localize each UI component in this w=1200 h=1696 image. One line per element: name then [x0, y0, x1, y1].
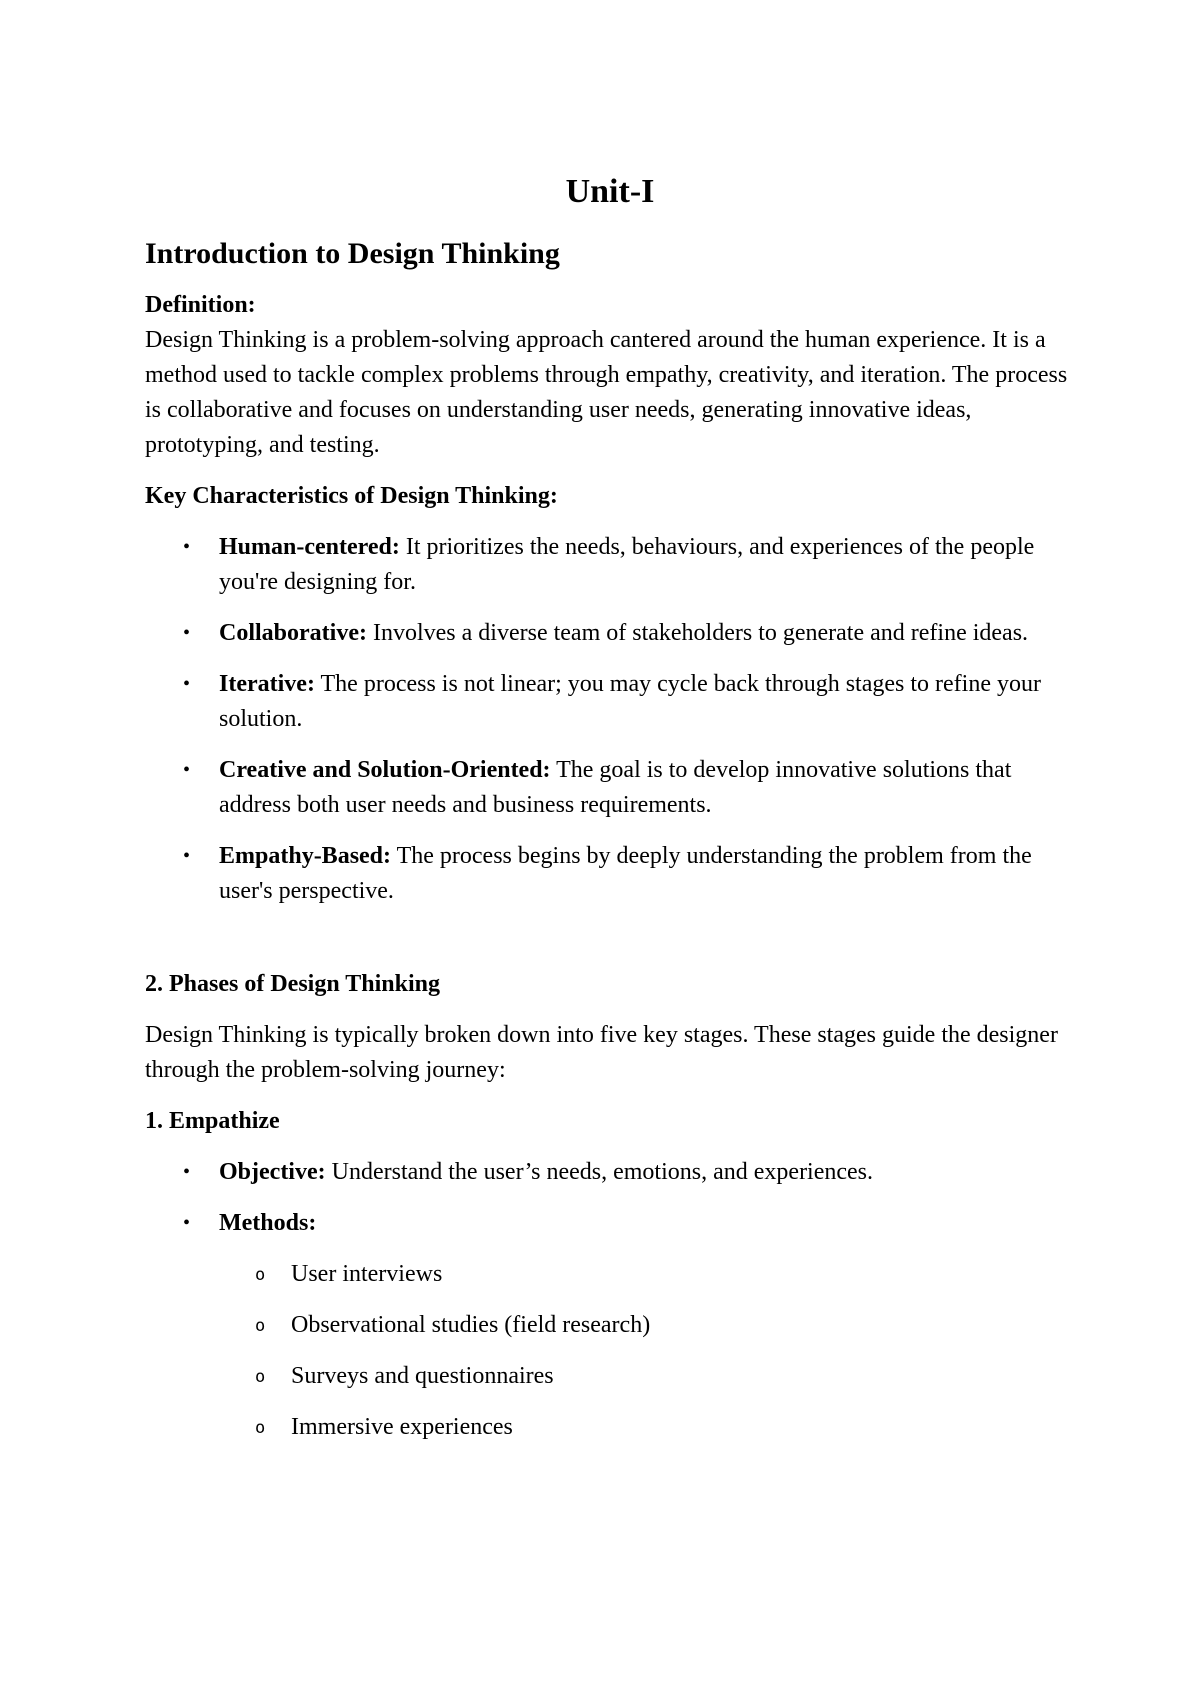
empathize-title: 1. Empathize	[145, 1108, 280, 1134]
definition-text: Design Thinking is a problem-solving approach cantered around the human experience. It is a method used to tackle complex problems through empathy, creativity, and iteration. The process is collaborative and focuses on understanding user needs, generating innovative ideas, prototyping, and testing.	[145, 327, 1068, 458]
characteristic-term: Creative and Solution-Oriented:	[219, 757, 551, 783]
bullet-icon: •	[183, 759, 191, 781]
method-text: Immersive experiences	[291, 1414, 513, 1440]
list-item	[145, 530, 1075, 600]
bullet-icon: •	[183, 1161, 191, 1183]
method-text: Surveys and questionnaires	[291, 1363, 554, 1389]
bullet-icon: •	[183, 1212, 191, 1234]
method-text: User interviews	[291, 1261, 443, 1287]
characteristic-text: The process begins by deeply understanding the problem from the user's perspective.	[219, 843, 1032, 904]
characteristics-list	[145, 530, 1075, 909]
key-characteristics-title: Key Characteristics of Design Thinking:	[145, 483, 558, 509]
definition-label: Definition:	[145, 292, 256, 318]
characteristic-text: Involves a diverse team of stakeholders to generate and refine ideas.	[366, 620, 1029, 646]
methods-list	[219, 1257, 1075, 1445]
bullet-icon: •	[183, 622, 191, 644]
list-item	[145, 1206, 1075, 1445]
objective-label: Objective:	[219, 1159, 326, 1185]
empathize-list	[145, 1155, 1075, 1445]
phases-intro: Design Thinking is typically broken down into five key stages. These stages guide the designer through the problem-solving journey:	[145, 1022, 1058, 1083]
characteristic-text: The goal is to develop innovative solutions that address both user needs and business requirements.	[219, 757, 1012, 818]
circle-bullet-icon: o	[255, 1367, 266, 1387]
list-item	[145, 839, 1075, 909]
list-item	[219, 1308, 1075, 1343]
method-text: Observational studies (field research)	[291, 1312, 651, 1338]
characteristic-term: Collaborative:	[219, 620, 367, 646]
section-title: Introduction to Design Thinking	[145, 237, 560, 270]
list-item	[145, 616, 1075, 651]
list-item	[219, 1359, 1075, 1394]
list-item	[145, 753, 1075, 823]
list-item	[219, 1410, 1075, 1445]
characteristic-term: Iterative:	[219, 671, 315, 697]
circle-bullet-icon: o	[255, 1418, 266, 1438]
bullet-icon: •	[183, 845, 191, 867]
characteristic-text: The process is not linear; you may cycle back through stages to refine your solution.	[219, 671, 1041, 732]
phases-title: 2. Phases of Design Thinking	[145, 971, 440, 997]
circle-bullet-icon: o	[255, 1265, 266, 1285]
circle-bullet-icon: o	[255, 1316, 266, 1336]
list-item	[145, 1155, 1075, 1190]
unit-title: Unit-I	[565, 173, 655, 210]
characteristic-term: Human-centered:	[219, 534, 400, 560]
document-page	[145, 170, 1075, 1461]
list-item	[219, 1257, 1075, 1292]
bullet-icon: •	[183, 673, 191, 695]
bullet-icon: •	[183, 536, 191, 558]
methods-label: Methods:	[219, 1210, 317, 1236]
list-item	[145, 667, 1075, 737]
objective-text: Understand the user’s needs, emotions, and experiences.	[325, 1159, 874, 1185]
characteristic-term: Empathy-Based:	[219, 843, 392, 869]
characteristic-text: It prioritizes the needs, behaviours, and experiences of the people you're designing for.	[219, 534, 1035, 595]
section-spacer	[145, 925, 1075, 967]
